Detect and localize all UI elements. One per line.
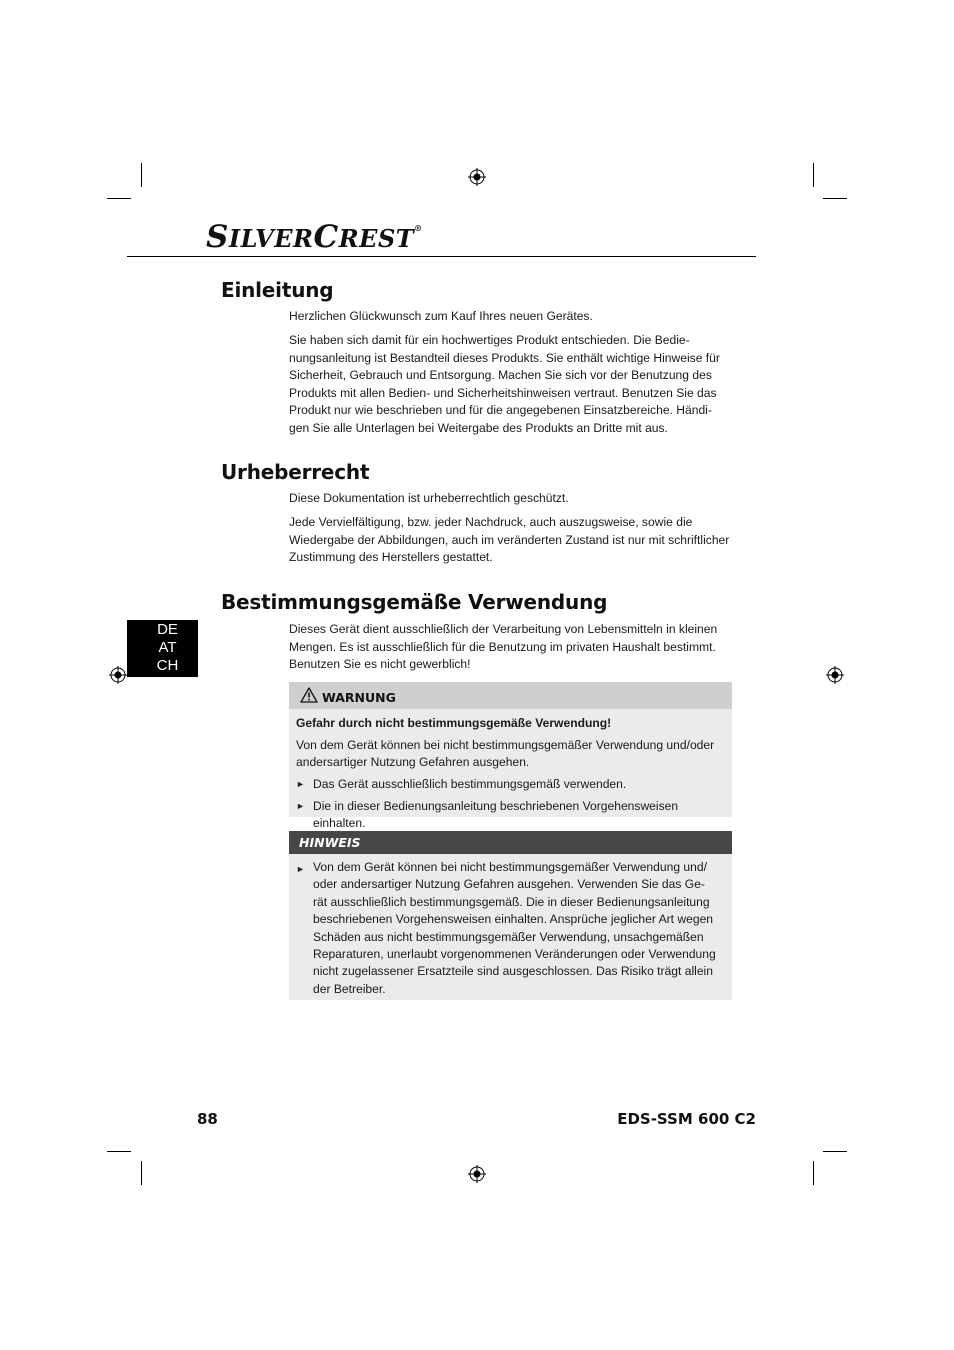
page-number: 88	[197, 1110, 218, 1128]
registration-mark-icon	[468, 168, 486, 186]
einleitung-paragraph-1: Herzlichen Glückwunsch zum Kauf Ihres neuen Gerätes.	[289, 309, 593, 323]
crop-mark-bottom-right-horizontal	[823, 1151, 847, 1152]
note-label: HINWEIS	[299, 835, 361, 850]
note-header	[289, 831, 732, 854]
verwendung-paragraph-1: Dieses Gerät dient ausschließlich der Verarbeitung von Lebensmitteln in kleinen Mengen. Es ist ausschließlich für die Benutzung im privaten Haushalt bestimmt. Benutzen Sie es nicht gewerblich!	[289, 622, 718, 672]
urheberrecht-paragraph-1: Diese Dokumentation ist urheberrechtlich geschützt.	[289, 491, 569, 505]
language-de: DE	[157, 621, 178, 638]
language-ch: CH	[156, 657, 179, 674]
warning-bullet-1: Das Gerät ausschließlich bestimmungsgemäß verwenden.	[313, 777, 627, 791]
registration-mark-icon	[826, 666, 844, 684]
note-box	[289, 831, 732, 1000]
bullet-arrow-icon: ►	[296, 801, 305, 811]
section-title-urheberrecht: Urheberrecht	[221, 460, 370, 484]
crop-mark-bottom-left-vertical	[141, 1161, 142, 1185]
warning-triangle-icon	[300, 687, 318, 703]
crop-mark-top-left-horizontal	[107, 198, 131, 199]
bullet-arrow-icon: ►	[296, 779, 305, 789]
urheberrecht-paragraph-2: Jede Vervielfältigung, bzw. jeder Nachdruck, auch auszugsweise, sowie die Wiedergabe der Abbildungen, auch im veränderten Zustand ist nur mit schriftlicher Zustimmung des Herstellers gestattet.	[289, 515, 730, 565]
crop-mark-top-right-vertical	[813, 163, 814, 187]
einleitung-paragraph-2: Sie haben sich damit für ein hochwertiges Produkt entschieden. Die Bedie- nungsanleitung ist Bestandteil dieses Produkts. Sie enthält wichtige Hinweise für Sicherheit, Gebrauch und Entsorgung. Machen Sie sich vor der Benutzung des Produkts mit allen Bedien- und Sicherheitshinweisen vertraut. Benutzen Sie das Produkt nur wie beschrieben und für die angegebenen Einsatzbereiche. Händi- gen Sie alle Unterlagen bei Weitergabe des Produkts an Dritte mit aus.	[289, 333, 720, 435]
warning-box	[289, 682, 732, 831]
warning-header	[289, 682, 732, 709]
warning-bullet-2: Die in dieser Bedienungsanleitung beschriebenen Vorgehensweisen einhalten.	[313, 799, 679, 831]
section-title-verwendung: Bestimmungsgemäße Verwendung	[221, 590, 608, 614]
warning-label: WARNUNG	[322, 690, 396, 705]
registration-mark-icon	[109, 666, 127, 684]
model-number: EDS-SSM 600 C2	[617, 1110, 756, 1128]
warning-headline: Gefahr durch nicht bestimmungsgemäße Verwendung!	[296, 716, 612, 730]
bullet-arrow-icon: ►	[296, 864, 305, 874]
registration-mark-icon	[468, 1165, 486, 1183]
section-title-einleitung: Einleitung	[221, 278, 334, 302]
crop-mark-bottom-right-vertical	[813, 1161, 814, 1185]
crop-mark-bottom-left-horizontal	[107, 1151, 131, 1152]
crop-mark-top-left-vertical	[141, 163, 142, 187]
crop-mark-top-right-horizontal	[823, 198, 847, 199]
warning-text: Von dem Gerät können bei nicht bestimmungsgemäßer Verwendung und/oder andersartiger Nutzung Gefahren ausgehen.	[296, 738, 715, 770]
language-at: AT	[158, 639, 177, 656]
language-tab	[127, 620, 198, 677]
header-rule	[127, 256, 756, 257]
silvercrest-logo: SILVERCREST®	[206, 219, 423, 255]
note-text: Von dem Gerät können bei nicht bestimmungsgemäßer Verwendung und/ oder andersartiger Nutzung Gefahren ausgehen. Verwenden Sie das Ge- rät ausschließlich bestimmungsgemäß. Die in dieser Bedienungsanleitung beschriebenen Vorgehensweisen einhalten. Ansprüche jeglicher Art wegen Schäden aus nicht bestimmungsgemäßer Verwendung, unsachgemäßen Reparaturen, unerlaubt vorgenommenen Veränderungen oder Verwendung nicht zugelassener Ersatzteile sind ausgeschlossen. Das Risiko trägt allein der Betreiber.	[313, 860, 716, 996]
